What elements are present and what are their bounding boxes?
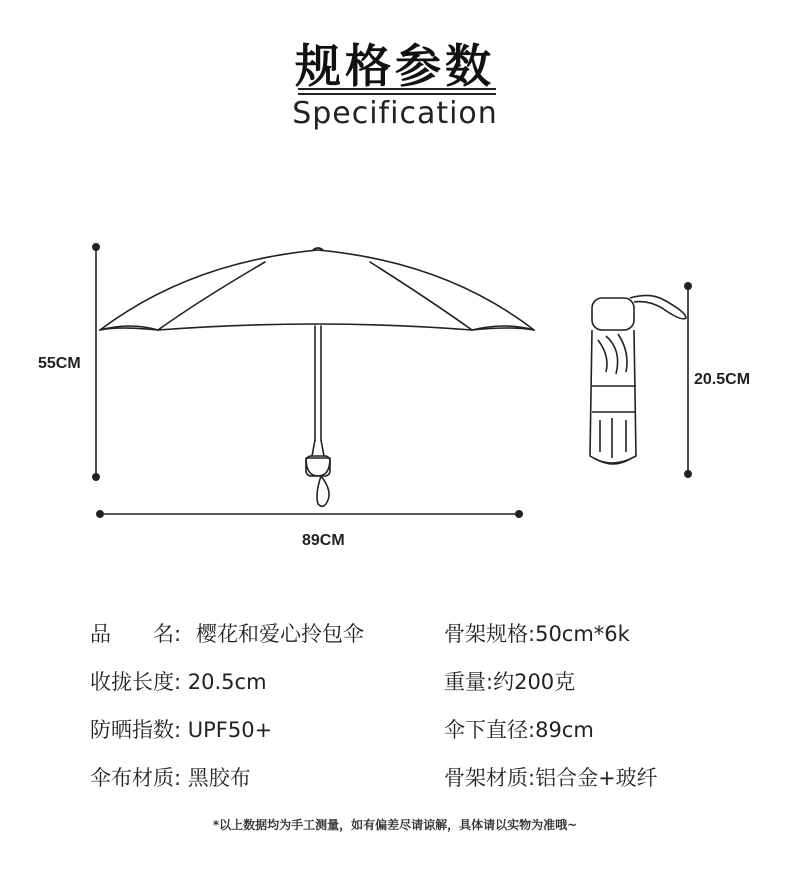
spec-frame-material-row <box>444 762 658 792</box>
spec-label: 收拢长度: <box>90 670 182 694</box>
folded-length-label: 20.5CM <box>694 371 751 388</box>
spec-value: UPF50+ <box>187 718 273 742</box>
spec-label: 重量: <box>444 670 494 694</box>
spec-value: 20.5cm <box>187 670 267 694</box>
dimension-lines <box>93 244 691 517</box>
spec-diameter-row <box>444 714 594 744</box>
page-subtitle: Specification <box>292 96 498 131</box>
open-umbrella-illustration <box>100 248 534 506</box>
measurement-disclaimer: *以上数据均为手工测量，如有偏差尽请谅解，具体请以实物为准哦~ <box>212 818 578 832</box>
spec-value: 黑胶布 <box>187 766 251 790</box>
spec-upf-row <box>90 714 272 744</box>
page-title: 规格参数 <box>295 39 495 93</box>
open-height-label: 55CM <box>38 355 81 372</box>
open-width-label: 89CM <box>302 532 345 549</box>
spec-value: 樱花和爱心拎包伞 <box>196 622 364 646</box>
spec-value: 89cm <box>535 718 594 742</box>
spec-label: 伞下直径: <box>444 718 536 742</box>
spec-folded-length-row <box>90 666 267 696</box>
folded-umbrella-illustration <box>590 295 686 464</box>
spec-value: 50cm*6k <box>535 622 630 646</box>
spec-value: 约200克 <box>493 670 576 694</box>
spec-fabric-row <box>90 762 251 792</box>
spec-label: 伞布材质: <box>90 766 182 790</box>
spec-value: 铝合金+玻纤 <box>535 766 658 790</box>
spec-weight-row <box>444 666 575 696</box>
spec-label: 防晒指数: <box>90 718 182 742</box>
spec-label: 品 名: <box>90 622 182 646</box>
spec-label: 骨架规格: <box>444 622 536 646</box>
spec-label: 骨架材质: <box>444 766 536 790</box>
spec-frame-size-row <box>444 618 630 648</box>
spec-name-row <box>90 618 364 648</box>
